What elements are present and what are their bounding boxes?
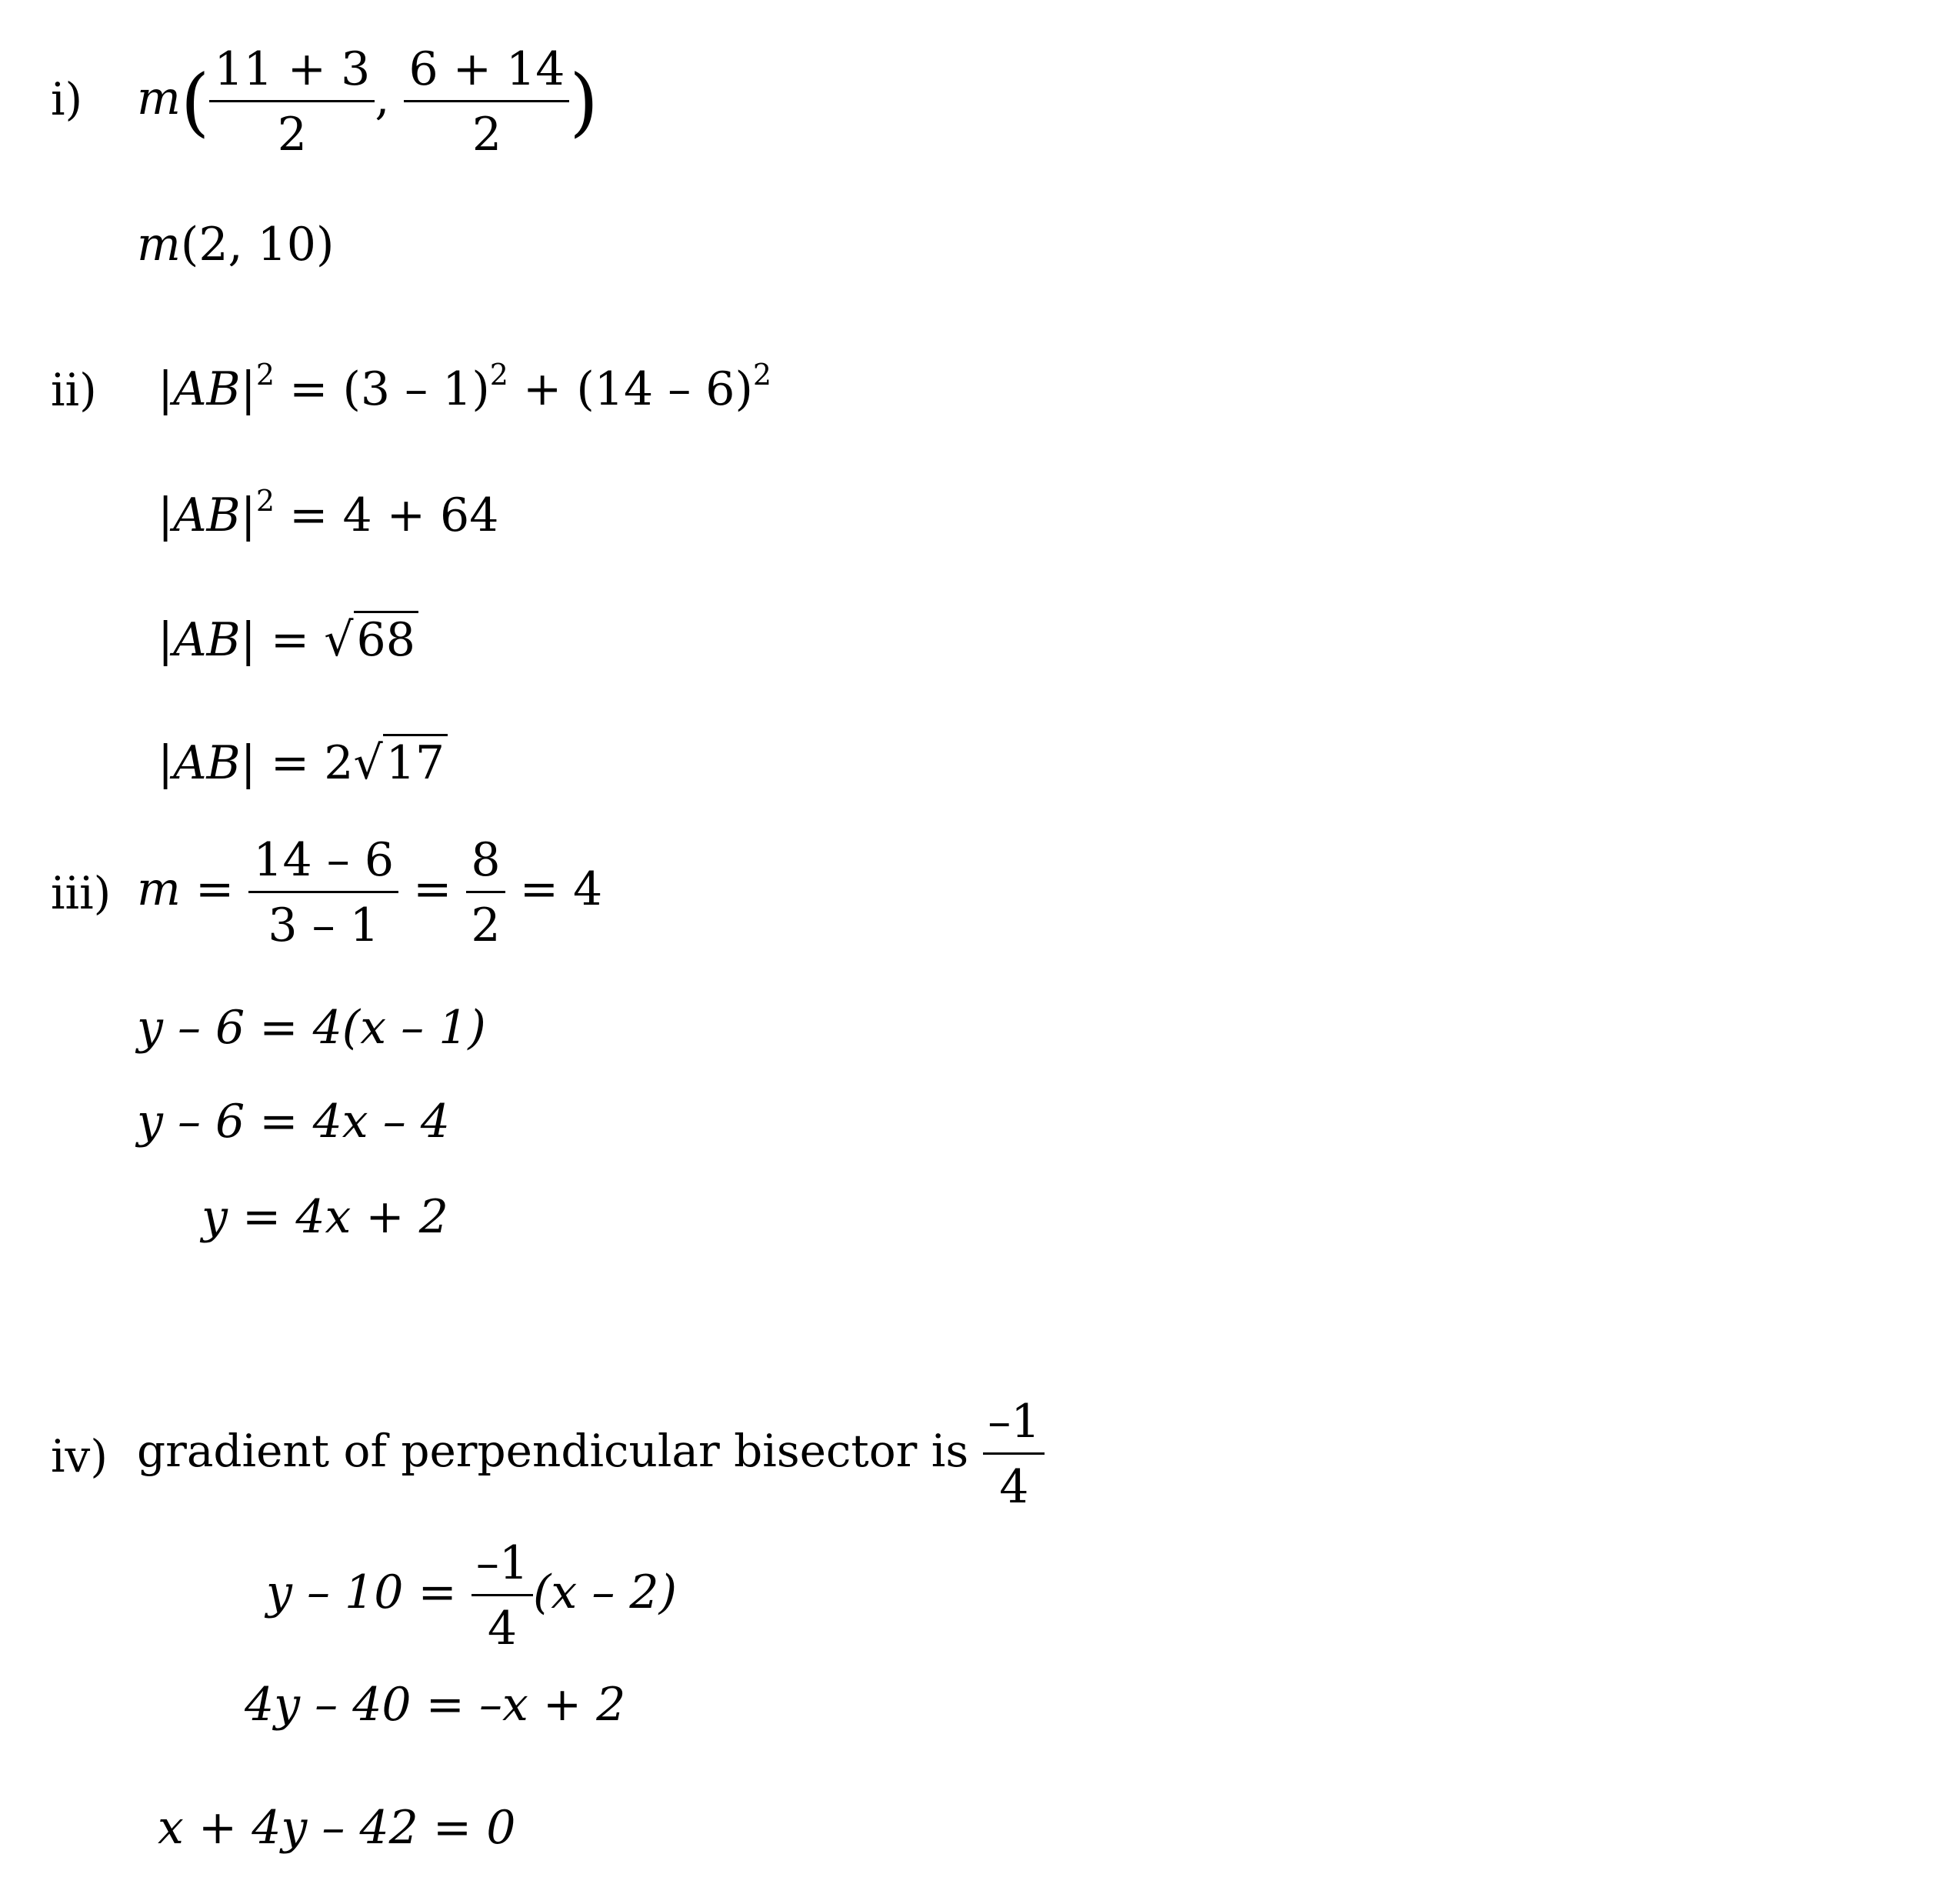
- slope-calculation: m = $\frac{14 - 6}{3 - 1}$ = $\frac{8}{2}$ = 4: [137, 833, 603, 952]
- m-symbol: m: [137, 72, 181, 126]
- fraction-x: $\frac{11 + 3}{2}$: [209, 46, 375, 158]
- distance-line-3: |AB| = √68: [158, 617, 418, 663]
- distance-line-4: |AB| = 2√17: [158, 740, 448, 786]
- label-part-iv: iv): [51, 1430, 108, 1482]
- fraction-y: $\frac{6 + 14}{2}$: [404, 46, 569, 158]
- perpendicular-gradient: gradient of perpendicular bisector is $\frac{-1}{4}$: [137, 1399, 1045, 1510]
- line-eq-2: y – 6 = 4x – 4: [137, 1095, 450, 1149]
- bisector-fraction: $\frac{-1}{4}$: [472, 1540, 533, 1652]
- slope-fraction-2: $\frac{8}{2}$: [466, 837, 505, 949]
- bisector-eq-1: y – 10 = $\frac{-1}{4}$ (x – 2): [266, 1536, 677, 1656]
- label-part-ii: ii): [51, 364, 97, 416]
- distance-line-2: $|AB|^2 = 4 + 64$: [158, 484, 499, 542]
- label-part-i: i): [51, 73, 83, 125]
- line-eq-3: y = 4x + 2: [202, 1190, 448, 1244]
- gradient-fraction: $\frac{-1}{4}$: [983, 1399, 1045, 1510]
- label-part-iii: iii): [51, 867, 112, 919]
- bisector-eq-3: x + 4y – 42 = 0: [158, 1801, 516, 1855]
- bisector-eq-2: 4y – 40 = –x + 2: [245, 1678, 626, 1732]
- distance-line-1: $|AB|^2 = (3 - 1)^2 + (14 - 6)^2$: [158, 358, 772, 416]
- line-eq-1: y – 6 = 4(x – 1): [137, 1001, 486, 1055]
- slope-fraction-1: $\frac{14 - 6}{3 - 1}$: [248, 837, 398, 949]
- midpoint-formula: m( $\frac{11 + 3}{2}$ , $\frac{6 + 14}{2}$ ): [137, 42, 598, 162]
- midpoint-result: m(2, 10): [137, 218, 335, 272]
